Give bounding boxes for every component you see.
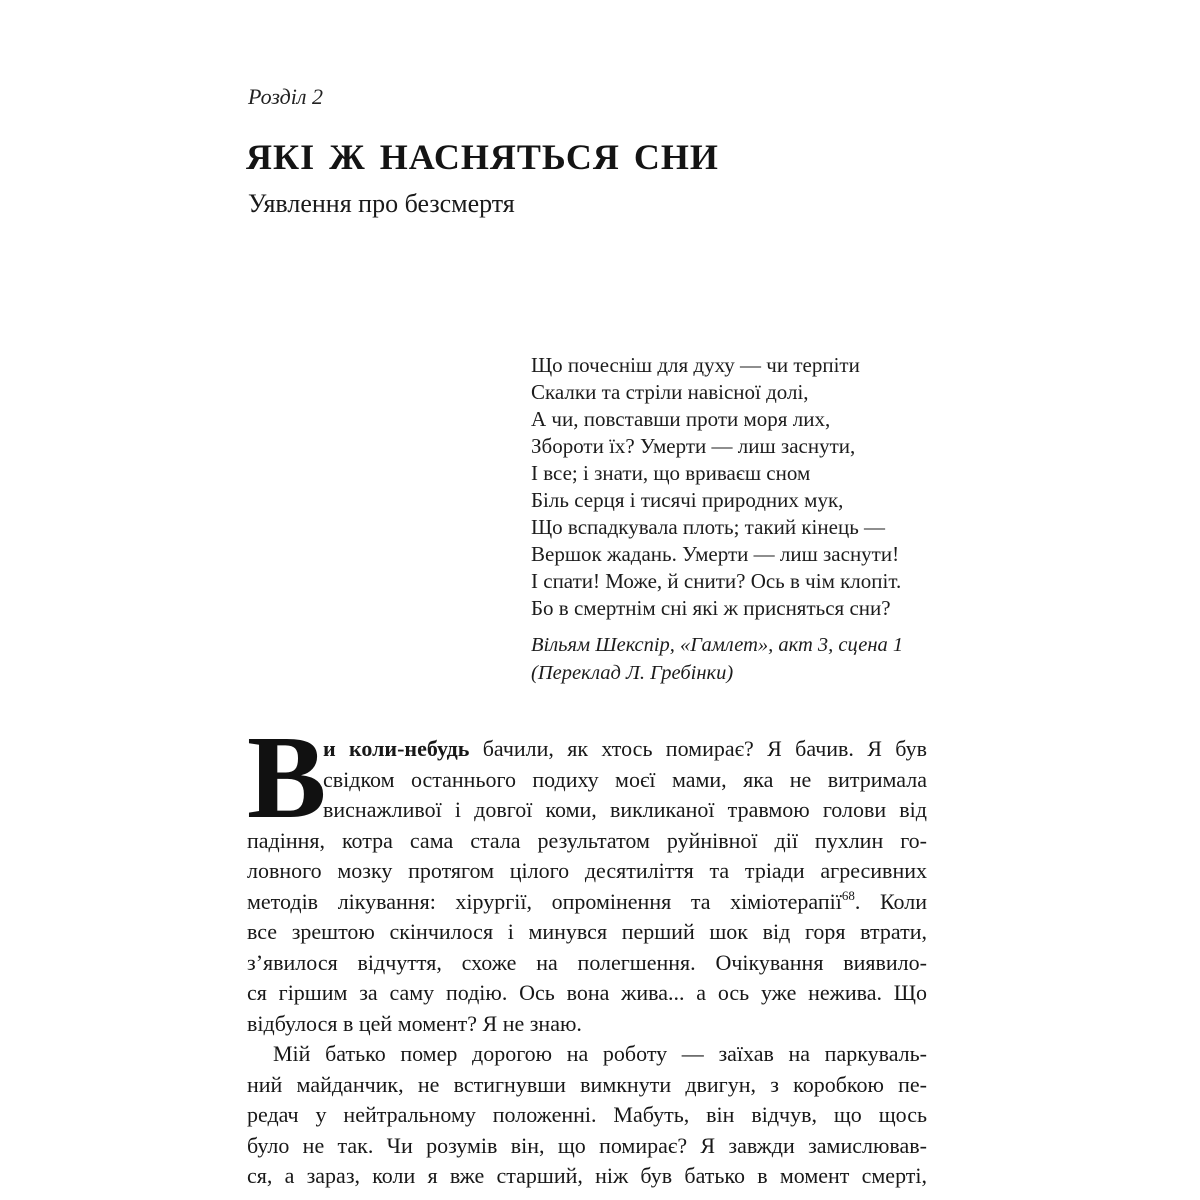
body-line: відбулося в цей момент? Я не знаю. xyxy=(247,1010,582,1036)
body-text xyxy=(247,711,927,1192)
body-line-text: бачили, як хтось помирає? Я бачив. Я був xyxy=(469,736,927,761)
chapter-label: Розділ 2 xyxy=(248,84,323,109)
poem-line: Що почесніш для духу — чи терпіти xyxy=(531,353,860,377)
bold-lead: и коли-небудь xyxy=(323,736,470,761)
footnote-reference: 68 xyxy=(841,887,855,903)
body-line: з’явилося відчуття, схоже на полегшення. Очікування виявило- xyxy=(247,949,927,975)
poem-line: Що вспадкувала плоть; такий кінець — xyxy=(531,515,886,539)
poem-line: А чи, повставши проти моря лих, xyxy=(531,407,831,431)
body-line: свідком останнього подиху моєї мами, яка не витримала xyxy=(323,766,927,792)
body-line: падіння, котра сама стала результатом руйнівної дії пухлин го- xyxy=(247,827,927,853)
body-line-text: . Коли xyxy=(854,888,927,914)
body-line: редач у нейтральному положенні. Мабуть, він відчув, що щось xyxy=(247,1102,927,1127)
poem-line: І спати! Може, й снити? Ось в чім клопіт. xyxy=(531,569,902,593)
body-line xyxy=(247,734,927,765)
attribution-line: Вільям Шекспір, «Гамлет», акт 3, сцена 1 xyxy=(531,634,904,656)
poem-line: Біль серця і тисячі природних мук, xyxy=(531,488,844,512)
body-line: все зрештою скінчилося і минувся перший шок від горя втрати, xyxy=(247,919,927,944)
epigraph-attribution xyxy=(531,631,951,687)
body-line: було не так. Чи розумів він, що помирає? Я завжди замислював- xyxy=(247,1132,927,1158)
body-line: ний майданчик, не встигнувши вимкнути двигун, з коробкою пе- xyxy=(247,1071,927,1097)
epigraph-poem xyxy=(531,352,951,622)
poem-line: Вершок жадань. Умерти — лиш заснути! xyxy=(531,542,900,566)
epigraph xyxy=(531,352,951,687)
chapter-subtitle: Уявлення про безсмертя xyxy=(248,189,515,218)
body-line-text: методів лікування: хірургії, опромінення та хіміотерапії xyxy=(247,888,842,914)
body-line: ся, а зараз, коли я вже старший, ніж був батько в момент смерті, xyxy=(247,1163,927,1188)
chapter-title: ЯКІ Ж НАСНЯТЬСЯ СНИ xyxy=(246,137,719,177)
drop-cap: В xyxy=(247,711,327,843)
body-line: виснажливої і довгої коми, викликаної травмою голови від xyxy=(323,797,927,822)
body-line: ловного мозку протягом цілого десятиліття та тріади агресивних xyxy=(247,858,927,883)
poem-line: Бо в смертнім сні які ж присняться сни? xyxy=(531,596,891,620)
poem-line: І все; і знати, що вриваєш сном xyxy=(531,461,811,485)
poem-line: Збороти їх? Умерти — лиш заснути, xyxy=(531,434,856,458)
body-line: ся гіршим за саму подію. Ось вона жива... а ось уже нежива. Що xyxy=(247,980,927,1005)
body-line: Мій батько помер дорогою на роботу — заїхав на паркуваль- xyxy=(273,1041,927,1066)
attribution-line: (Переклад Л. Гребінки) xyxy=(531,662,734,684)
body-line xyxy=(247,887,927,918)
poem-line: Скалки та стріли навісної долі, xyxy=(531,380,809,404)
